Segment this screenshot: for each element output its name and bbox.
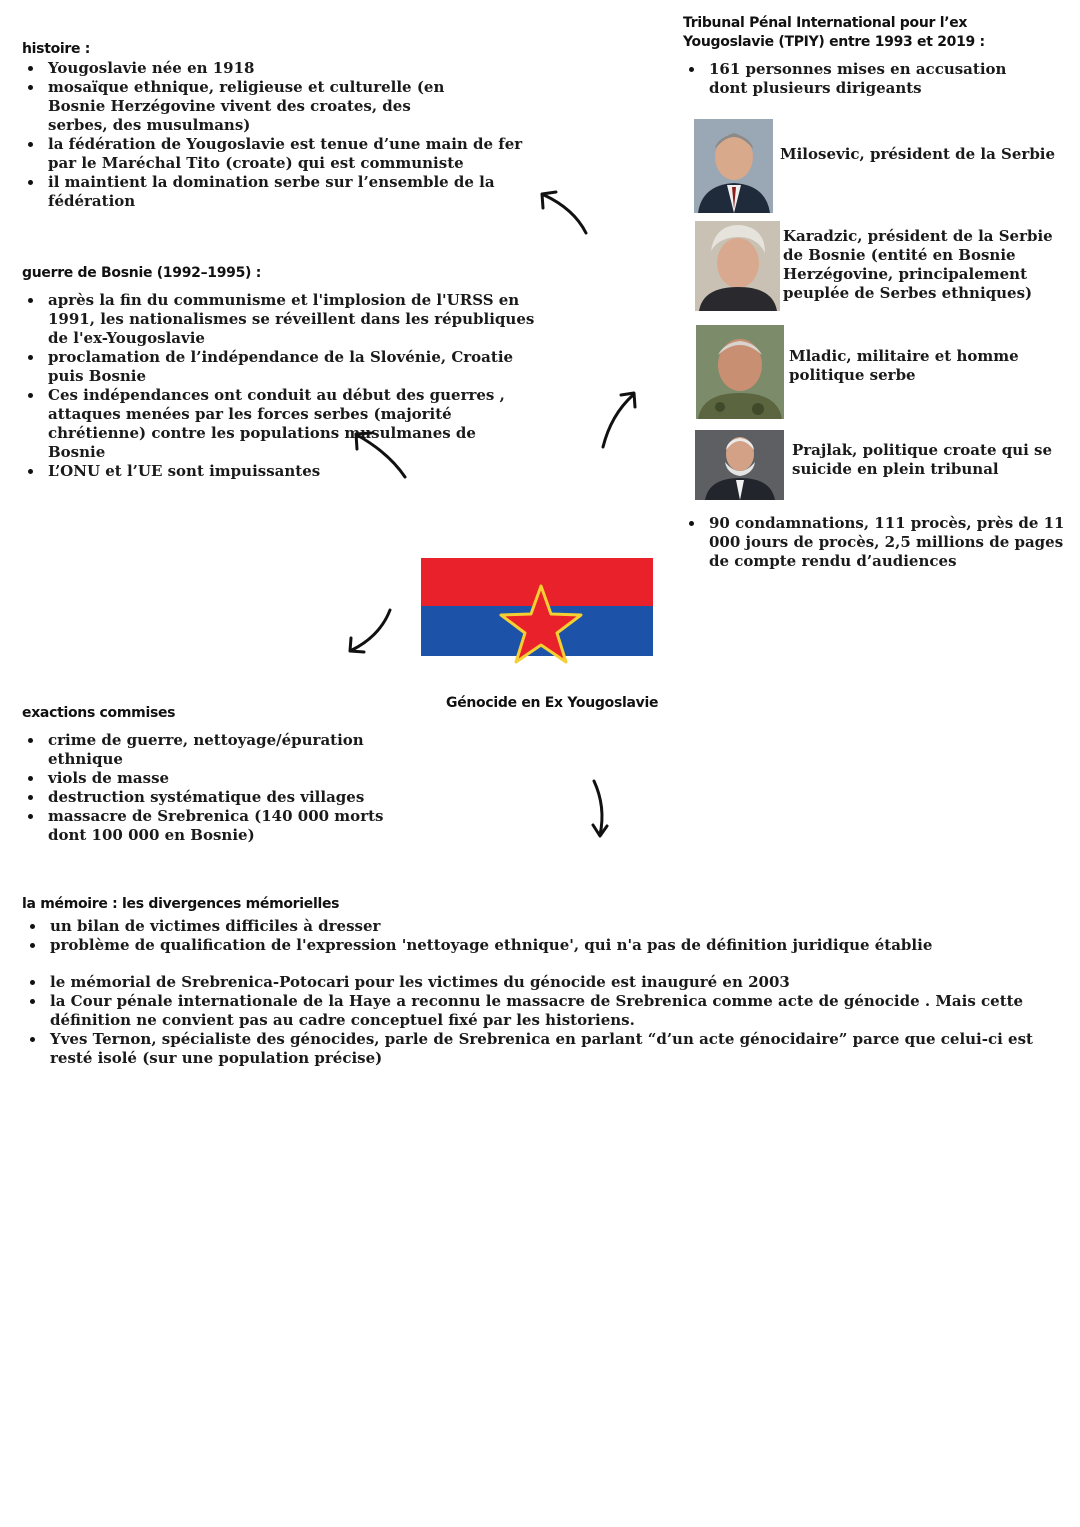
memoire-list-b [24, 973, 1062, 1068]
memoire-heading: la mémoire : les divergences mémorielles [22, 896, 340, 912]
list-item: la fédération de Yougoslavie est tenue d’une main de fer par le Maréchal Tito (croate) qui est communiste [22, 135, 528, 173]
guerre-section [22, 264, 552, 481]
list-item: le mémorial de Srebrenica-Potocari pour les victimes du génocide est inauguré en 2003 [24, 973, 1062, 992]
portrait-icon [695, 221, 780, 311]
list-item: 90 condamnations, 111 procès, près de 11 000 jours de procès, 2,5 millions de pages de compte rendu d’audiences [683, 514, 1078, 571]
portrait-icon [694, 119, 773, 213]
exactions-heading: exactions commises [22, 705, 176, 721]
curved-arrow-icon [340, 600, 400, 660]
guerre-list [22, 291, 552, 481]
list-item: un bilan de victimes difficiles à dresser [24, 917, 1062, 936]
prajlak-photo [695, 430, 784, 500]
memoire-list-a [24, 917, 1062, 955]
histoire-list [22, 59, 562, 211]
karadzic-label: Karadzic, président de la Serbie de Bosnie (entité en Bosnie Herzégovine, principalement peuplée de Serbes ethniques) [783, 227, 1053, 302]
tribunal-outro [683, 514, 1078, 571]
flag-icon [421, 558, 653, 668]
guerre-heading: guerre de Bosnie (1992–1995) : [22, 265, 262, 281]
list-item: proclamation de l’indépendance de la Slovénie, Croatie puis Bosnie [22, 348, 552, 386]
karadzic-photo [695, 221, 780, 311]
histoire-heading: histoire : [22, 41, 91, 57]
page-title: Génocide en Ex Yougoslavie [446, 695, 659, 711]
curved-arrow-icon [345, 425, 420, 485]
milosevic-label: Milosevic, président de la Serbie [780, 145, 1056, 163]
list-item: problème de qualification de l'expression 'nettoyage ethnique', qui n'a pas de définition juridique établie [24, 936, 1062, 955]
list-item: L’ONU et l’UE sont impuissantes [22, 462, 552, 481]
mladic-label: Mladic, militaire et homme politique serbe [789, 347, 1019, 384]
milosevic-photo [694, 119, 773, 213]
curved-arrow-icon [582, 775, 618, 845]
list-item: il maintient la domination serbe sur l’ensemble de la fédération [22, 173, 562, 211]
list-item: Ces indépendances ont conduit au début des guerres , attaques menées par les forces serbes (majorité chrétienne) contre les populations musulmanes de Bosnie [22, 386, 528, 462]
list-item: mosaïque ethnique, religieuse et culturelle (en Bosnie Herzégovine vivent des croates, des serbes, des musulmans) [22, 78, 468, 135]
list-item: massacre de Srebrenica (140 000 morts dont 100 000 en Bosnie) [22, 807, 388, 845]
exactions-section [22, 704, 422, 845]
list-item: 161 personnes mises en accusation dont plusieurs dirigeants [683, 60, 1029, 98]
curved-arrow-icon [595, 385, 645, 455]
tribunal-outro-list [683, 514, 1078, 571]
tribunal-section [683, 14, 1078, 98]
histoire-section [22, 40, 562, 211]
portrait-icon [696, 325, 784, 419]
list-item: Yves Ternon, spécialiste des génocides, parle de Srebrenica en parlant “d’un acte génocidaire” parce que celui-ci est resté isolé (sur une population précise) [24, 1030, 1062, 1068]
exactions-list [22, 731, 422, 845]
mladic-photo [696, 325, 784, 419]
prajlak-label: Prajlak, politique croate qui se suicide en plein tribunal [792, 441, 1053, 478]
curved-arrow-icon [530, 185, 600, 245]
list-item: crime de guerre, nettoyage/épuration ethnique [22, 731, 422, 769]
list-item: Yougoslavie née en 1918 [22, 59, 562, 78]
list-item: destruction systématique des villages [22, 788, 422, 807]
portrait-icon [695, 430, 784, 500]
tribunal-intro-list [683, 60, 1078, 98]
list-item: la Cour pénale internationale de la Haye a reconnu le massacre de Srebrenica comme acte de génocide . Mais cette définition ne convient pas au cadre conceptuel fixé par les historiens. [24, 992, 1062, 1030]
tribunal-heading: Tribunal Pénal International pour l’ex Yougoslavie (TPIY) entre 1993 et 2019 : [683, 15, 985, 50]
list-item: viols de masse [22, 769, 422, 788]
list-item: après la fin du communisme et l'implosion de l'URSS en 1991, les nationalismes se réveillent dans les républiques de l'ex-Yougoslavie [22, 291, 552, 348]
memoire-section [22, 895, 1062, 1068]
